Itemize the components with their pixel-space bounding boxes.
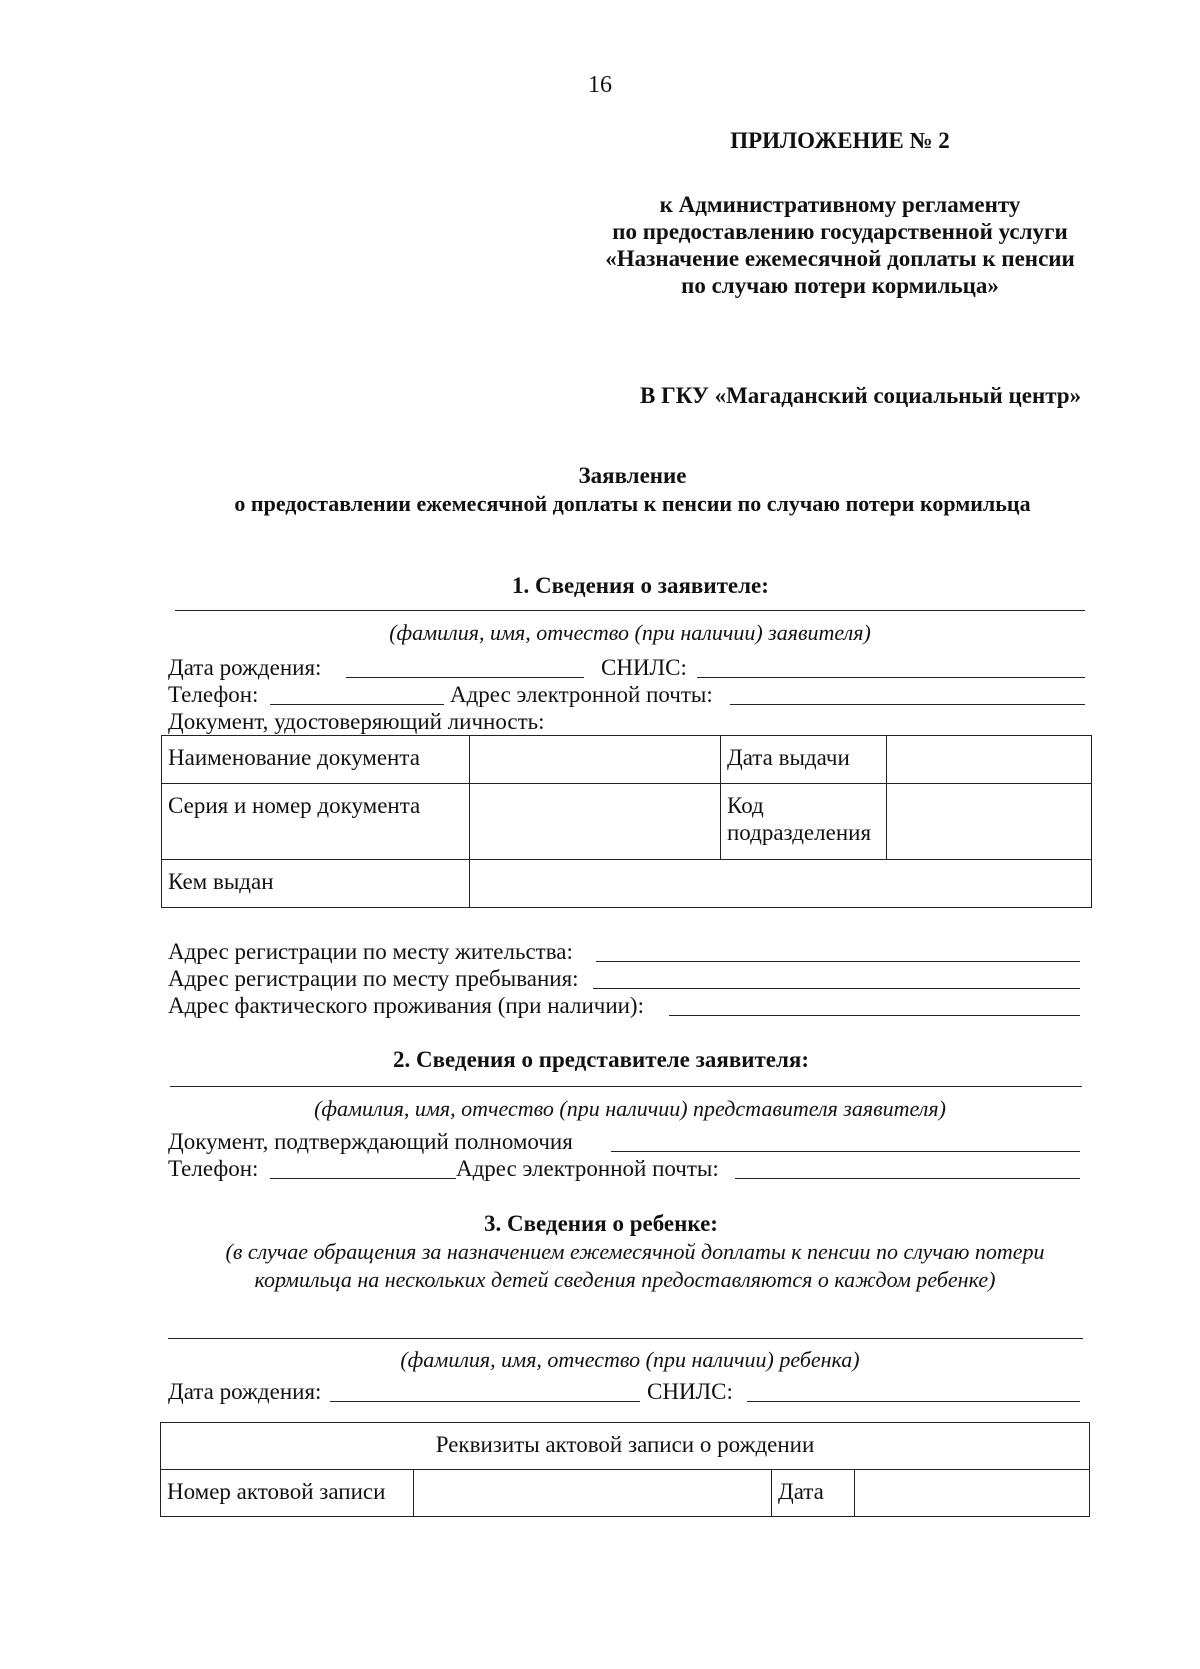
id-document-label: Документ, удостоверяющий личность:: [168, 709, 545, 734]
addr-residence-field[interactable]: [596, 939, 1080, 962]
snils-label: СНИЛС:: [601, 655, 687, 680]
appendix-line: «Назначение ежемесячной доплаты к пенсии: [605, 246, 1075, 271]
series-number-label: Серия и номер документа: [162, 784, 470, 860]
child-name-caption: (фамилия, имя, отчество (при наличии) ребенка): [400, 1347, 860, 1372]
authority-doc-label: Документ, подтверждающий полномочия: [168, 1129, 573, 1154]
division-code-label: Код подразделения: [721, 784, 887, 860]
record-date-label: Дата: [772, 1470, 855, 1517]
record-number-input[interactable]: [414, 1470, 772, 1517]
addr-residence-label: Адрес регистрации по месту жительства:: [168, 939, 573, 964]
series-number-input[interactable]: [470, 784, 721, 860]
child-snils-field[interactable]: [747, 1379, 1080, 1402]
addr-stay-label: Адрес регистрации по месту пребывания:: [168, 966, 579, 991]
snils-field[interactable]: [697, 655, 1085, 678]
heading-subtitle: о предоставлении ежемесячной доплаты к пенсии по случаю потери кормильца: [234, 491, 1031, 516]
addr-stay-field[interactable]: [593, 966, 1080, 989]
birth-date-label: Дата рождения:: [168, 655, 322, 680]
issue-date-input[interactable]: [887, 736, 1092, 784]
section3-note-line1: (в случае обращения за назначением ежемесячной доплаты к пенсии по случаю потери: [225, 1239, 1045, 1264]
issued-by-input[interactable]: [470, 860, 1092, 908]
addr-actual-label: Адрес фактического проживания (при наличии):: [168, 993, 644, 1018]
phone-label: Телефон:: [168, 682, 259, 707]
authority-doc-field[interactable]: [611, 1129, 1080, 1152]
doc-name-label: Наименование документа: [162, 736, 470, 784]
appendix-line: к Административному регламенту: [659, 192, 1021, 217]
doc-name-input[interactable]: [470, 736, 721, 784]
birth-record-header: Реквизиты актовой записи о рождении: [161, 1423, 1090, 1470]
record-date-input[interactable]: [855, 1470, 1090, 1517]
applicant-name-caption: (фамилия, имя, отчество (при наличии) заявителя): [389, 620, 871, 645]
child-snils-label: СНИЛС:: [647, 1379, 733, 1404]
section2-title: 2. Сведения о представителе заявителя:: [393, 1047, 810, 1072]
page-number: 16: [588, 72, 612, 98]
id-document-table: [161, 735, 1092, 908]
record-number-label: Номер актовой записи: [161, 1470, 414, 1517]
rep-phone-field[interactable]: [270, 1156, 456, 1179]
issue-date-label: Дата выдачи: [721, 736, 887, 784]
rep-phone-label: Телефон:: [168, 1156, 259, 1181]
birth-record-table: [160, 1422, 1090, 1517]
representative-name-field[interactable]: [170, 1086, 1082, 1087]
email-label: Адрес электронной почты:: [450, 682, 713, 707]
rep-email-label: Адрес электронной почты:: [456, 1156, 719, 1181]
addressee: В ГКУ «Магаданский социальный центр»: [640, 383, 1082, 408]
issued-by-label: Кем выдан: [162, 860, 470, 908]
email-field[interactable]: [730, 682, 1085, 705]
child-name-field[interactable]: [168, 1338, 1083, 1339]
addr-actual-field[interactable]: [669, 993, 1080, 1016]
representative-name-caption: (фамилия, имя, отчество (при наличии) представителя заявителя): [314, 1096, 946, 1121]
section3-note-line2: кормильца на нескольких детей сведения предоставляются о каждом ребенке): [254, 1267, 996, 1292]
section1-title: 1. Сведения о заявителе:: [512, 573, 769, 598]
division-code-input[interactable]: [887, 784, 1092, 860]
birth-date-field[interactable]: [346, 655, 584, 678]
appendix-line: по предоставлению государственной услуги: [612, 219, 1068, 244]
phone-field[interactable]: [270, 682, 444, 705]
appendix-title: ПРИЛОЖЕНИЕ № 2: [730, 128, 950, 153]
heading-title: Заявление: [578, 463, 687, 488]
section3-title: 3. Сведения о ребенке:: [484, 1211, 718, 1236]
applicant-name-field[interactable]: [175, 610, 1085, 611]
child-birth-date-field[interactable]: [330, 1379, 640, 1402]
child-birth-date-label: Дата рождения:: [168, 1379, 322, 1404]
rep-email-field[interactable]: [735, 1156, 1080, 1179]
appendix-block: [600, 127, 1080, 299]
appendix-line: по случаю потери кормильца»: [681, 273, 999, 298]
